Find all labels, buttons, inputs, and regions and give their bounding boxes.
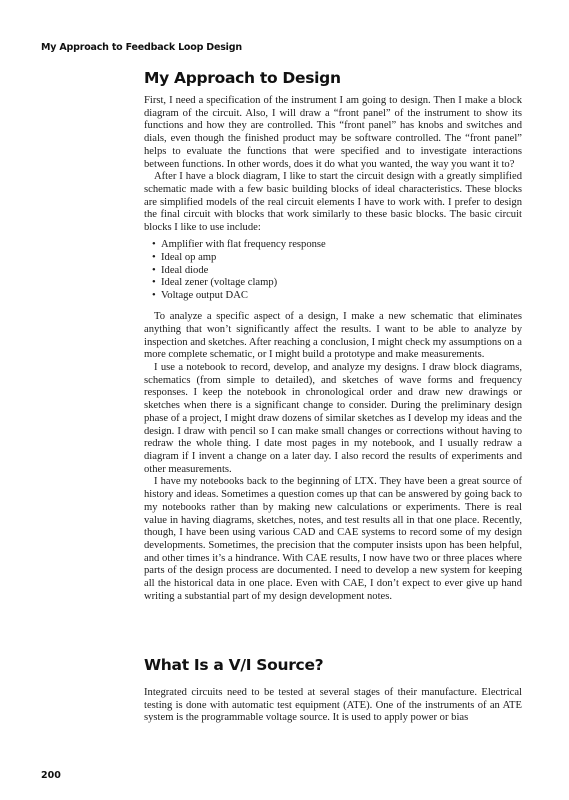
list-item: • Voltage output DAC (152, 290, 248, 302)
paragraph: I have my notebooks back to the beginning of LTX. They have been a great source of history and ideas. Sometimes a question comes up that can be answered by going back to my notebooks rather than by making new calculations or experiments. There is real value in having diagrams, sketches, notes, and test results all in that one place. Recently, though, I have been using various CAD and CAE systems to record some of my design developments. Sometimes, the precision that the computer insists upon has been helpful, and other times it’s a hindrance. With CAE results, I now have two or three places where parts of the design process are documented. I need to develop a new system for keeping all the historical data in one place. Even with CAE, I don’t expect to ever give up hand writing a substantial part of my design development notes. (144, 476, 522, 602)
page-number: 200 (41, 770, 61, 781)
list-item: • Amplifier with flat frequency response (152, 238, 326, 250)
list-item: • Ideal zener (voltage clamp) (152, 277, 278, 289)
bullet-icon: • (152, 290, 156, 302)
list-item: • Ideal op amp (152, 251, 217, 263)
bullet-icon: • (152, 277, 156, 289)
building-blocks-list (144, 239, 522, 304)
section-body-my-approach (144, 95, 522, 603)
paragraph: To analyze a specific aspect of a design, I make a new schematic that eliminates anything that won’t significantly affect the results. I want to be able to analyze by inspection and sketches. After reaching a conclusion, I might check my assumptions on a more complete schematic, or I might build a prototype and make measurements. (144, 311, 522, 361)
section-heading-my-approach: My Approach to Design (144, 69, 341, 87)
list-item: • Ideal diode (152, 264, 209, 276)
running-head: My Approach to Feedback Loop Design (41, 42, 242, 53)
bullet-icon: • (152, 251, 156, 263)
section-body-vi-source (144, 687, 522, 725)
paragraph: First, I need a specification of the instrument I am going to design. Then I make a block diagram of the circuit. Also, I will draw a “front panel” of the instrument to show its functions and how they are controlled. This “front panel” has knobs and switches and dials, even though the finished product may be software controlled. The “front panel” helps to evaluate the functions that were specified and to investigate interactions between functions. In other words, does it do what you wanted, the way you want it to? (144, 95, 522, 170)
paragraph: After I have a block diagram, I like to start the circuit design with a greatly simplified schematic made with a few basic building blocks of ideal characteristics. These blocks are simplified models of the real circuit elements I have to work with. I prefer to design the final circuit with blocks that work similarly to these basic blocks. The basic circuit blocks I like to use include: (144, 171, 522, 234)
bullet-icon: • (152, 238, 156, 250)
bullet-icon: • (152, 264, 156, 276)
paragraph: I use a notebook to record, develop, and analyze my designs. I draw block diagrams, schematics (from simple to detailed), and sketches of wave forms and frequency responses. I keep the notebook in chronological order and draw new drawings or sketches when there is a significant change to consider. During the preliminary design phase of a project, I might draw dozens of similar sketches as I develop my ideas and the design. I draw with pencil so I can make small changes or corrections without having to redraw the whole thing. I date most pages in my notebook, and I usually redraw a diagram if I invent a change on a later day. I also record the results of experiments and other measurements. (144, 362, 522, 475)
paragraph: Integrated circuits need to be tested at several stages of their manufacture. Electrical testing is done with automatic test equipment (ATE). One of the instruments of an ATE system is the programmable voltage source. It is used to apply power or bias (144, 687, 522, 724)
section-heading-vi-source: What Is a V/I Source? (144, 656, 324, 674)
